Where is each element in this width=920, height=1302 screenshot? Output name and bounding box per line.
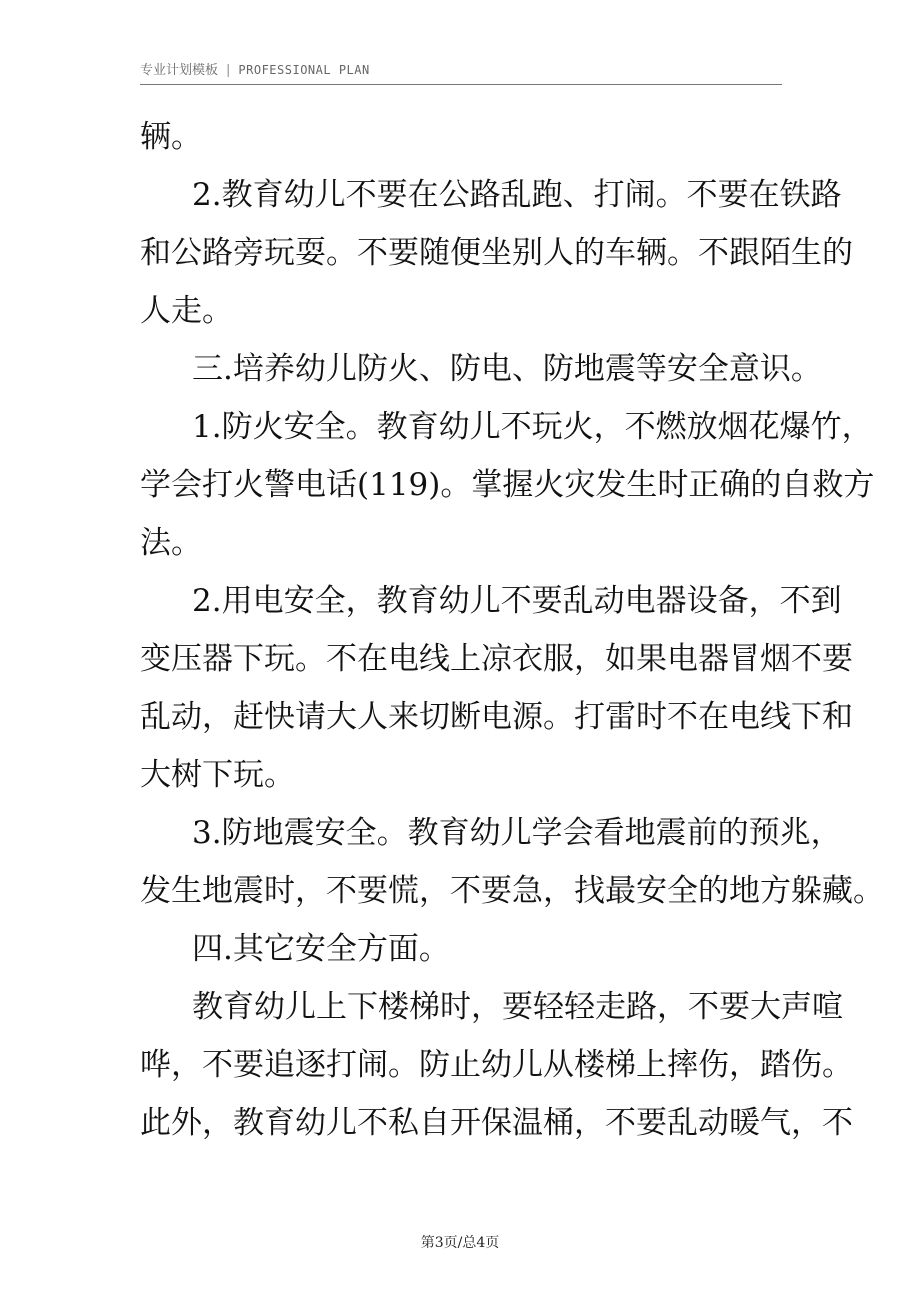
text-line: 乱动，赶快请大人来切断电源。打雷时不在电线下和: [140, 699, 853, 735]
text-line: 2.教育幼儿不要在公路乱跑、打闹。不要在铁路: [192, 177, 842, 213]
text-line: 人走。: [140, 293, 233, 329]
text-line: 2.用电安全，教育幼儿不要乱动电器设备，不到: [192, 583, 842, 619]
text-line: 大树下玩。: [140, 757, 295, 793]
text-line: 四.其它安全方面。: [192, 931, 450, 967]
page-footer: [0, 1232, 920, 1252]
text-line: 发生地震时，不要慌，不要急，找最安全的地方躲藏。: [140, 873, 884, 909]
text-line: 学会打火警电话(119)。掌握火灾发生时正确的自救方: [140, 467, 875, 503]
text-line: 1.防火安全。教育幼儿不玩火，不燃放烟花爆竹，: [192, 409, 873, 445]
text-line: 法。: [140, 525, 202, 561]
text-line: 变压器下玩。不在电线上凉衣服，如果电器冒烟不要: [140, 641, 853, 677]
page-header: [140, 60, 782, 85]
page-number: 第3页/总4页: [420, 1235, 500, 1251]
document-body: [140, 108, 884, 1152]
text-line: 三.培养幼儿防火、防电、防地震等安全意识。: [192, 351, 822, 387]
header-separator: |: [226, 63, 231, 78]
text-line: 教育幼儿上下楼梯时，要轻轻走路，不要大声喧: [192, 989, 843, 1025]
text-line: 此外，教育幼儿不私自开保温桶，不要乱动暖气，不: [140, 1105, 853, 1141]
text-line: 辆。: [140, 119, 202, 155]
text-line: 和公路旁玩耍。不要随便坐别人的车辆。不跟陌生的: [140, 235, 853, 271]
text-line: 3.防地震安全。教育幼儿学会看地震前的预兆，: [192, 815, 842, 851]
header-title-en: PROFESSIONAL PLAN: [238, 63, 370, 77]
header-title-cn: 专业计划模板: [140, 63, 219, 78]
text-line: 哗，不要追逐打闹。防止幼儿从楼梯上摔伤，踏伤。: [140, 1047, 853, 1083]
